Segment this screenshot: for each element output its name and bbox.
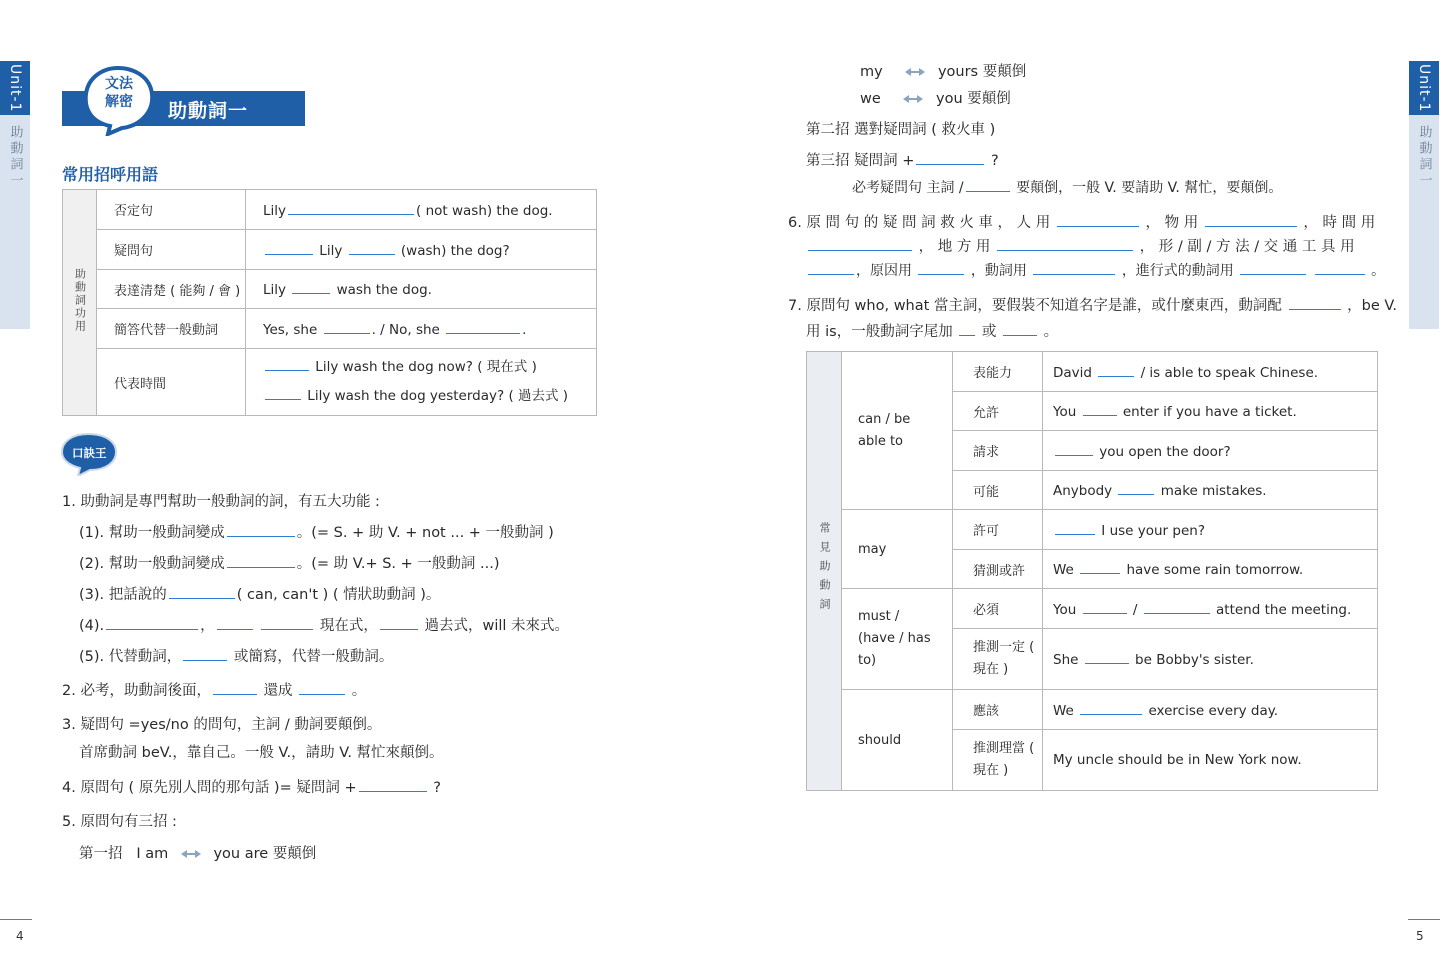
meaning-cell: 請求 bbox=[953, 431, 1043, 471]
row-example: Lily wash the dog now? ( 現在式 ) Lily wash the dog yesterday? ( 過去式 ) bbox=[246, 349, 597, 416]
section-title: 常用招呼用語 bbox=[62, 165, 159, 184]
item-6-line2: ， 地 方 用 ， 形 / 副 / 方 法 / 交 通 工 具 用 bbox=[806, 235, 1355, 256]
side-tab-left bbox=[0, 61, 30, 329]
item-2: 2. 必考，助動詞後面， 還成 。 bbox=[62, 683, 367, 699]
swap-arrow-icon bbox=[181, 850, 201, 858]
meaning-cell: 表能力 bbox=[953, 352, 1043, 392]
common-auxiliary-table bbox=[806, 351, 1378, 791]
swap-arrow-icon bbox=[905, 68, 925, 76]
item-4: 4. 原問句 ( 原先別人問的那句話 )= 疑問詞 + ? bbox=[62, 780, 441, 796]
swap-my-yours: my yours 要顛倒 bbox=[860, 64, 1027, 80]
must-question: 必考疑問句 主詞 / 要顛倒，一般 V. 要請助 V. 幫忙，要顛倒。 bbox=[852, 180, 1283, 196]
meaning-cell: 推測理當 ( 現在 ) bbox=[953, 730, 1043, 791]
badge-text-2: 解密 bbox=[105, 94, 133, 110]
item-7-line2: 用 is，一般動詞字尾加 或 。 bbox=[806, 324, 1059, 340]
page-rule-right bbox=[1408, 919, 1440, 920]
item-1-5: (5). 代替動詞， 或簡寫，代替一般動詞。 bbox=[79, 649, 394, 665]
example-cell: We exercise every day. bbox=[1043, 690, 1378, 730]
example-cell: You / attend the meeting. bbox=[1043, 589, 1378, 629]
item-3b: 首席動詞 beV.，靠自己。一般 V.，請助 V. 幫忙來顛倒。 bbox=[79, 745, 444, 761]
verb-cell: must / (have / has to) bbox=[842, 589, 953, 690]
item-1-4: (4). ， 現在式， 過去式，will 未來式。 bbox=[79, 618, 570, 634]
example-cell: You enter if you have a ticket. bbox=[1043, 392, 1378, 431]
topic-label: 助動詞一 bbox=[1409, 115, 1439, 329]
item-5: 5. 原問句有三招 : bbox=[62, 814, 177, 830]
unit-label: Unit-1 bbox=[1409, 61, 1439, 115]
meaning-cell: 許可 bbox=[953, 510, 1043, 550]
row-label: 表達清楚 ( 能夠 / 會 ) bbox=[97, 270, 246, 309]
swap-arrow-icon bbox=[903, 95, 923, 103]
meaning-cell: 推測一定 ( 現在 ) bbox=[953, 629, 1043, 690]
item-3: 3. 疑問句 =yes/no 的問句，主詞 / 動詞要顛倒。 bbox=[62, 717, 382, 733]
item-1-1: (1). 幫助一般動詞變成 。(= S. + 助 V. + not ... + 一般動詞 ) bbox=[79, 525, 554, 541]
badge-text-1: 文法 bbox=[105, 76, 133, 92]
group-label: 助動詞功用 bbox=[73, 268, 87, 333]
row-example: Lily (wash) the dog? bbox=[246, 230, 597, 270]
item-1-3: (3). 把話說的 ( can, can't ) ( 情狀助動詞 )。 bbox=[79, 587, 441, 603]
row-label: 疑問句 bbox=[97, 230, 246, 270]
page-number-left: 4 bbox=[16, 929, 24, 943]
example-cell: My uncle should be in New York now. bbox=[1043, 730, 1378, 791]
group-label: 常見助動詞 bbox=[818, 521, 831, 617]
example-cell: We have some rain tomorrow. bbox=[1043, 550, 1378, 589]
example-cell: She be Bobby's sister. bbox=[1043, 629, 1378, 690]
meaning-cell: 猜測或許 bbox=[953, 550, 1043, 589]
verb-cell: can / be able to bbox=[842, 352, 953, 510]
row-example: Lily wash the dog. bbox=[246, 270, 597, 309]
item-1: 1. 助動詞是專門幫助一般動詞的詞，有五大功能 : bbox=[62, 494, 380, 510]
verb-cell: should bbox=[842, 690, 953, 791]
unit-label: Unit-1 bbox=[0, 61, 30, 115]
page-title: 助動詞一 bbox=[168, 100, 249, 122]
second-trick: 第二招 選對疑問詞 ( 救火車 ) bbox=[806, 122, 996, 138]
verb-cell: may bbox=[842, 510, 953, 589]
item-1-2: (2). 幫助一般動詞變成 。(= 助 V.+ S. + 一般動詞 ...) bbox=[79, 556, 500, 572]
row-example: Lily ( not wash) the dog. bbox=[246, 190, 597, 230]
page-number-right: 5 bbox=[1416, 929, 1424, 943]
item-5-1: 第一招 I am you are 要顛倒 bbox=[79, 846, 317, 862]
side-tab-right bbox=[1409, 61, 1439, 329]
group-label-cell bbox=[63, 190, 97, 416]
item-7-line1: 7. 原問句 who, what 當主詞，要假裝不知道名字是誰，或什麼東西，動詞配 ，be V. bbox=[788, 298, 1398, 314]
example-cell: you open the door? bbox=[1043, 431, 1378, 471]
meaning-cell: 應該 bbox=[953, 690, 1043, 730]
meaning-cell: 可能 bbox=[953, 471, 1043, 510]
grammar-badge bbox=[78, 64, 158, 136]
group-label-cell bbox=[807, 352, 842, 791]
item-6-line1: 6. 原 問 句 的 疑 問 詞 救 火 車 ， 人 用 ， 物 用 ， 時 間 用 bbox=[788, 215, 1376, 231]
tips-bubble-label: 口訣王 bbox=[72, 446, 107, 460]
topic-label: 助動詞一 bbox=[0, 115, 30, 329]
example-cell: I use your pen? bbox=[1043, 510, 1378, 550]
page-rule-left bbox=[0, 919, 32, 920]
auxiliary-function-table bbox=[62, 189, 597, 416]
swap-we-you: we you 要顛倒 bbox=[860, 91, 1011, 107]
example-cell: David / is able to speak Chinese. bbox=[1043, 352, 1378, 392]
row-label: 簡答代替一般動詞 bbox=[97, 309, 246, 349]
row-label: 代表時間 bbox=[97, 349, 246, 416]
meaning-cell: 必須 bbox=[953, 589, 1043, 629]
meaning-cell: 允許 bbox=[953, 392, 1043, 431]
example-cell: Anybody make mistakes. bbox=[1043, 471, 1378, 510]
third-trick: 第三招 疑問詞 + ? bbox=[806, 153, 999, 169]
row-example: Yes, she . / No, she . bbox=[246, 309, 597, 349]
item-6-line3: ，原因用 ，動詞用 ，進行式的動詞用 。 bbox=[806, 260, 1385, 280]
row-label: 否定句 bbox=[97, 190, 246, 230]
